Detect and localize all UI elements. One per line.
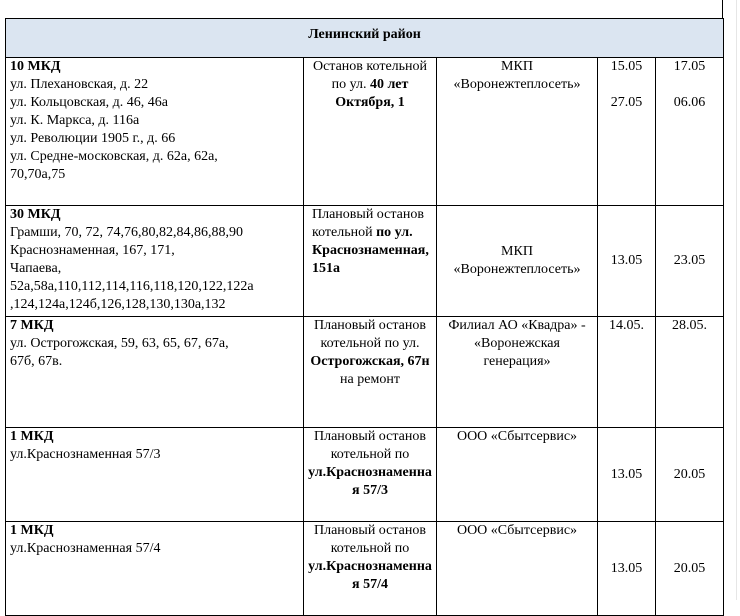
start-date: 27.05 xyxy=(610,95,643,110)
reason-location: Острогожская, 67н xyxy=(310,354,430,369)
page-edge xyxy=(736,0,737,600)
reason-cell xyxy=(304,317,437,428)
reason-text: Плановый останов котельной по xyxy=(314,429,426,462)
building-count: 7 МКД xyxy=(10,318,54,333)
reason-cell xyxy=(304,522,437,616)
start-date-cell: 13.05 xyxy=(598,522,656,616)
address-cell xyxy=(6,317,304,428)
address-line: ул. К. Маркса, д. 116а xyxy=(10,113,140,128)
reason-cell xyxy=(304,206,437,317)
table-row xyxy=(6,58,724,206)
address-line: 70,70а,75 xyxy=(10,167,66,182)
address-line: ул. Средне-московская, д. 62а, 62а, xyxy=(10,149,218,164)
start-date: 15.05 xyxy=(610,59,643,74)
address-line: ул. Кольцовская, д. 46, 46а xyxy=(10,95,169,110)
address-cell xyxy=(6,58,304,206)
end-date-cell: 23.05 xyxy=(656,206,724,317)
address-line: ул. Плехановская, д. 22 xyxy=(10,77,149,92)
start-date-cell: 13.05 xyxy=(598,428,656,522)
address-cell xyxy=(6,428,304,522)
organization-cell: МКП «Воронежтеплосеть» xyxy=(437,206,598,317)
table-row xyxy=(6,317,724,428)
top-margin xyxy=(0,0,740,18)
building-count: 1 МКД xyxy=(10,523,54,538)
end-date: 06.06 xyxy=(673,95,706,110)
address-line: 52а,58а,110,112,114,116,118,120,122,122а xyxy=(10,279,254,294)
end-date-cell: 28.05. xyxy=(656,317,724,428)
reason-text: Плановый останов котельной по xyxy=(314,523,426,556)
organization-cell: ООО «Сбытсервис» xyxy=(437,522,598,616)
table-row xyxy=(6,522,724,616)
address-line: ул. Острогожская, 59, 63, 65, 67, 67а, xyxy=(10,336,229,351)
end-date-cell: 20.05 xyxy=(656,522,724,616)
reason-location: ул.Краснознаменная 57/4 xyxy=(308,559,432,592)
address-line: 67б, 67в. xyxy=(10,354,63,369)
address-line: ул.Краснознаменная 57/3 xyxy=(10,447,161,462)
start-date-cell: 14.05. xyxy=(598,317,656,428)
start-date-cell: 13.05 xyxy=(598,206,656,317)
address-line: Грамши, 70, 72, 74,76,80,82,84,86,88,90 xyxy=(10,225,244,240)
end-date-cell xyxy=(656,58,724,206)
reason-location: по ул. Краснознаменная, 151а xyxy=(312,225,429,276)
address-line: Чапаева, xyxy=(10,261,62,276)
table-row xyxy=(6,206,724,317)
reason-cell xyxy=(304,58,437,206)
reason-location: ул.Краснознаменная 57/3 xyxy=(308,465,432,498)
district-header: Ленинский район xyxy=(6,19,724,58)
address-cell xyxy=(6,206,304,317)
organization-cell: Филиал АО «Квадра» - «Воронежская генерация» xyxy=(437,317,598,428)
building-count: 1 МКД xyxy=(10,429,54,444)
building-count: 30 МКД xyxy=(10,207,61,222)
building-count: 10 МКД xyxy=(10,59,61,74)
outage-table xyxy=(5,18,724,616)
address-line: ул. Революции 1905 г., д. 66 xyxy=(10,131,176,146)
organization-cell: МКП «Воронежтеплосеть» xyxy=(437,58,598,206)
reason-suffix: на ремонт xyxy=(340,372,400,387)
address-line: Краснознаменная, 167, 171, xyxy=(10,243,175,258)
reason-location: 40 лет Октября, 1 xyxy=(335,77,409,110)
reason-text: Останов котельной по ул. xyxy=(312,59,428,92)
address-cell xyxy=(6,522,304,616)
reason-text: Плановый останов котельной xyxy=(312,207,424,240)
organization-cell: ООО «Сбытсервис» xyxy=(437,428,598,522)
address-line: ,124,124а,124б,126,128,130,130а,132 xyxy=(10,297,226,312)
table-row xyxy=(6,428,724,522)
reason-text: Плановый останов котельной по ул. xyxy=(314,318,426,351)
reason-cell xyxy=(304,428,437,522)
end-date-cell: 20.05 xyxy=(656,428,724,522)
start-date-cell xyxy=(598,58,656,206)
end-date: 17.05 xyxy=(673,59,706,74)
address-line: ул.Краснознаменная 57/4 xyxy=(10,541,161,556)
